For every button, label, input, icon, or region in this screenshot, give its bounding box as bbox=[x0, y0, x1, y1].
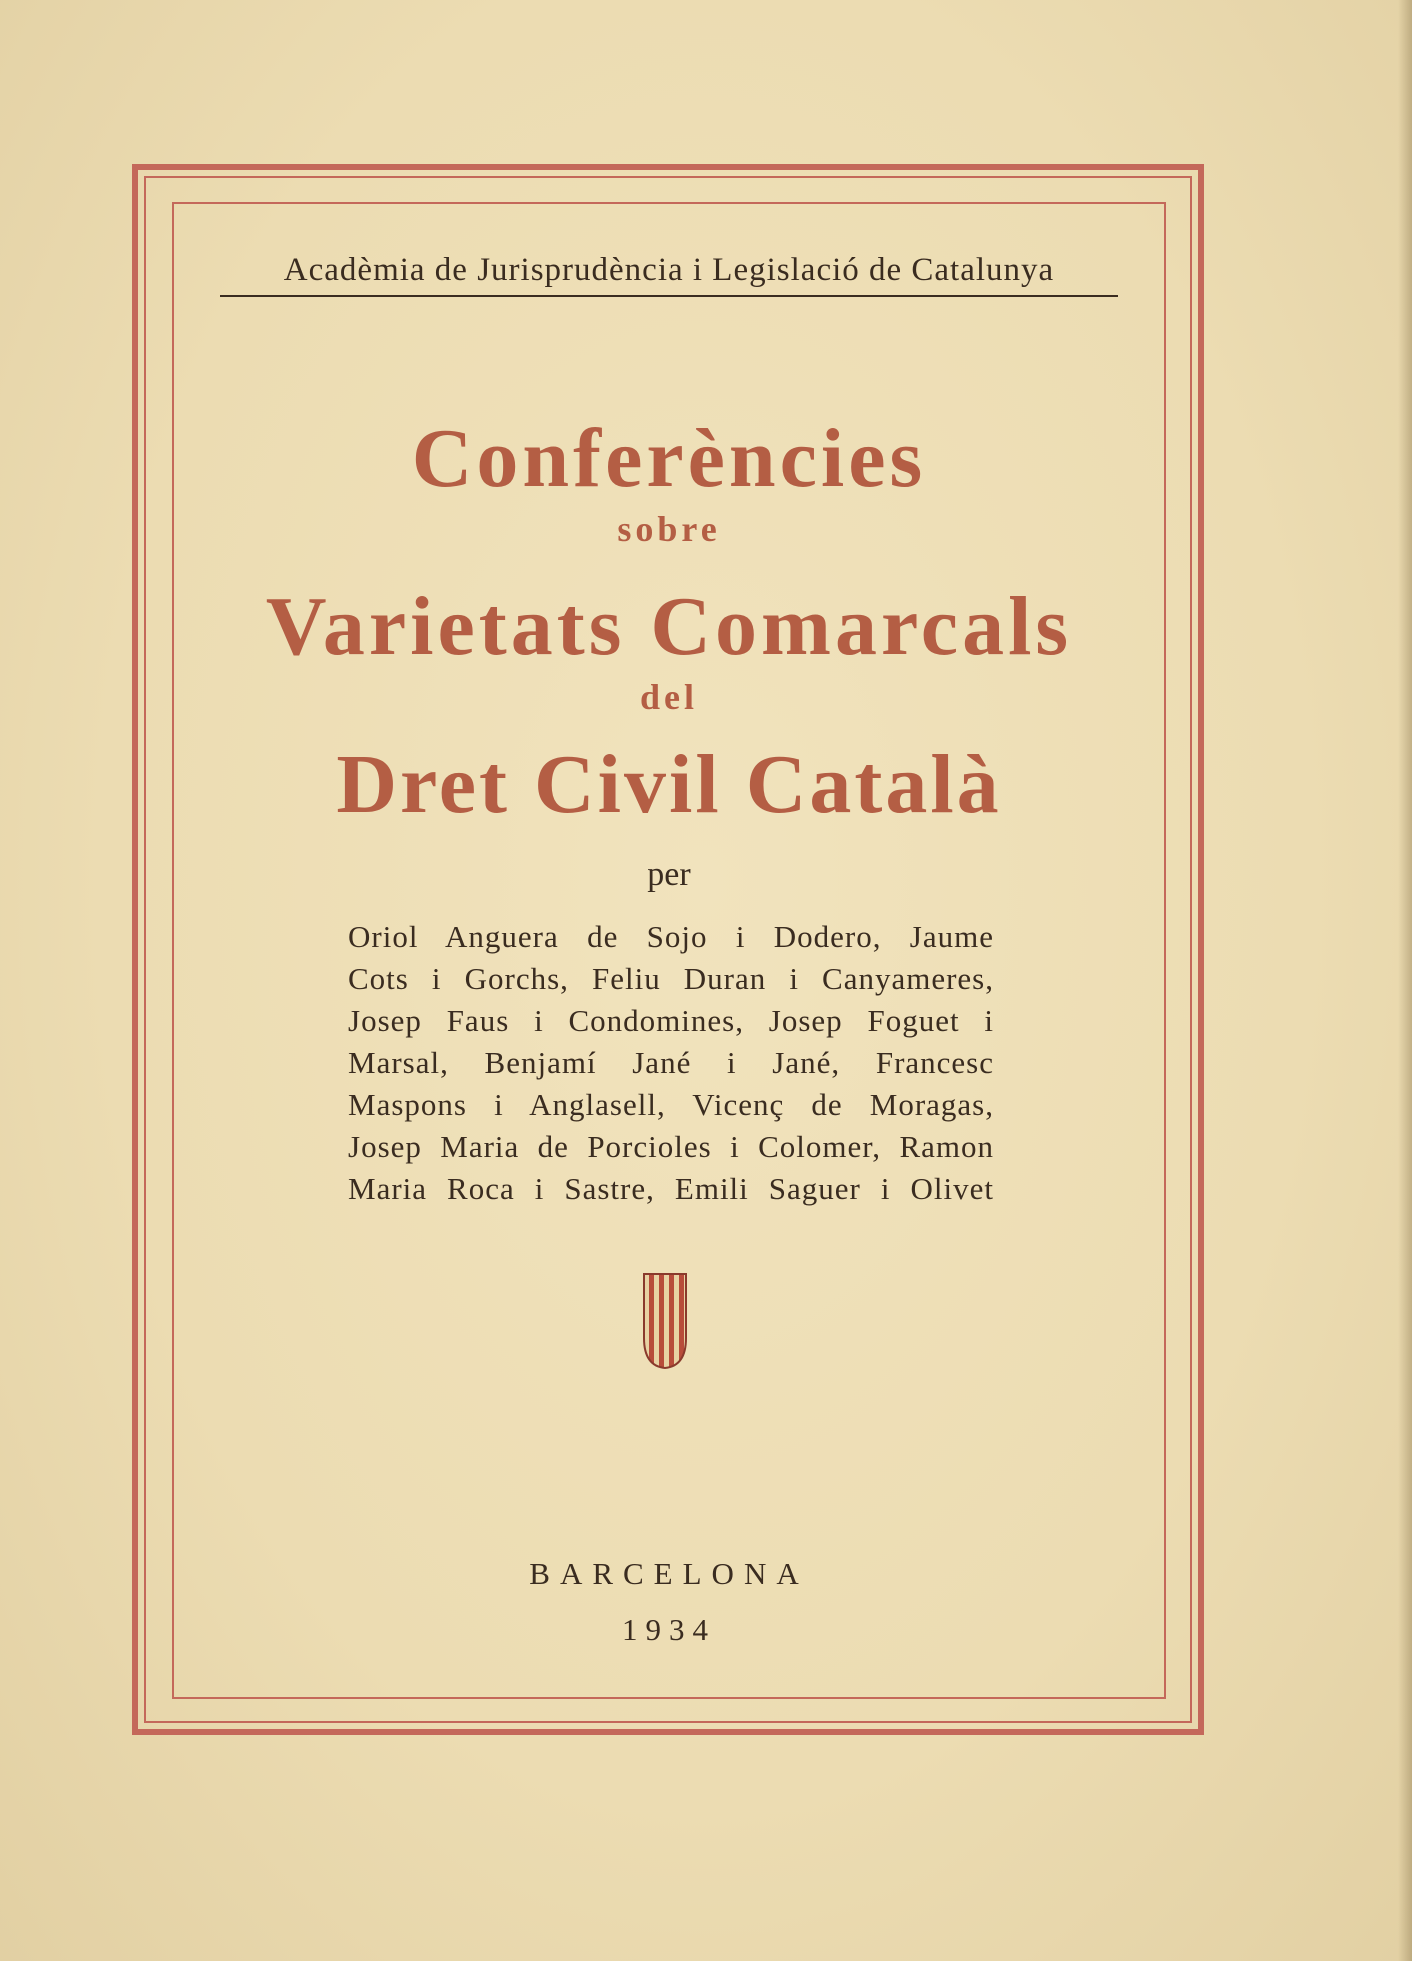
title-line-1: Conferències bbox=[411, 412, 927, 505]
author-line: Oriol Anguera de Sojo i Dodero, Jaume bbox=[348, 919, 994, 954]
title-line-5: Dret Civil Català bbox=[336, 738, 1002, 831]
author-line: Josep Faus i Condomines, Josep Foguet i bbox=[348, 1003, 994, 1038]
title-line-4: del bbox=[639, 677, 698, 717]
catalan-shield-icon bbox=[642, 1272, 688, 1370]
author-line: Maspons i Anglasell, Vicenç de Moragas, bbox=[348, 1087, 994, 1122]
by-label: per bbox=[647, 856, 691, 893]
author-line: Marsal, Benjamí Jané i Jané, Francesc bbox=[348, 1045, 994, 1080]
publication-year: 1934 bbox=[622, 1612, 716, 1647]
academy-header: Acadèmia de Jurisprudència i Legislació de Catalunya bbox=[220, 252, 1118, 297]
page-edge-shadow bbox=[1398, 0, 1412, 1961]
author-line: Maria Roca i Sastre, Emili Saguer i Olivet bbox=[348, 1171, 994, 1206]
author-line: Cots i Gorchs, Feliu Duran i Canyameres, bbox=[348, 961, 994, 996]
title-line-3: Varietats Comarcals bbox=[265, 580, 1073, 673]
authors-block bbox=[348, 916, 994, 1210]
publication-city: BARCELONA bbox=[529, 1556, 809, 1591]
title-line-2: sobre bbox=[617, 509, 721, 549]
author-line: Josep Maria de Porcioles i Colomer, Ramon bbox=[348, 1129, 994, 1164]
